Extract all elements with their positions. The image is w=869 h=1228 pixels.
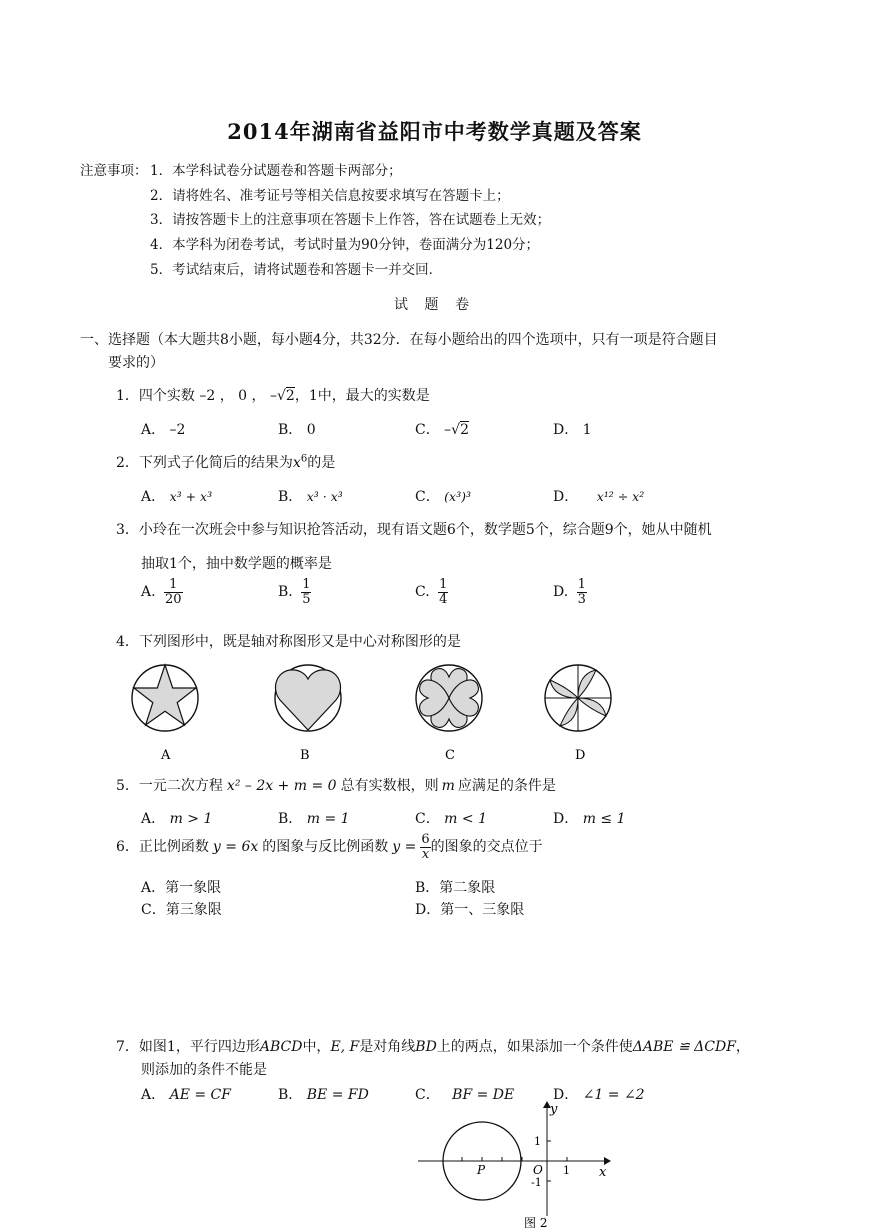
q3-option-a-fraction (164, 578, 183, 606)
q7-abcd: ABCD (259, 1039, 303, 1055)
q1-stem-part-b: ，1中，最大的实数是 (294, 388, 430, 404)
note-item-5: 5．考试结束后，请将试题卷和答题卡一并交回． (150, 262, 443, 278)
q5-stem (116, 775, 556, 795)
q6-option-d: D．第一、三象限 (415, 902, 525, 918)
figure-2-origin-label: O (533, 1163, 543, 1177)
q1-option-a: A． –2 (141, 422, 186, 438)
part1-heading-line2: 要求的） (108, 355, 164, 371)
figure-2-x-label: x (599, 1165, 607, 1180)
q6-eq2-den: x (421, 846, 430, 862)
notes-label: 注意事项： (80, 163, 148, 179)
q3-b-num: 1 (302, 577, 311, 592)
q3-a-den: 20 (165, 591, 182, 607)
q4-stem: 4．下列图形中，既是轴对称图形又是中心对称图形的是 (116, 634, 461, 650)
q7-option-c-label: C． (415, 1087, 440, 1103)
q3-option-c-label: C. (415, 584, 430, 601)
q5-option-a (141, 808, 212, 828)
q7-bd: BD (415, 1039, 437, 1055)
q4-label-a: A (161, 748, 171, 763)
page-title: 2014年湖南省益阳市中考数学真题及答案 (227, 119, 642, 144)
q7-stem-line2: 则添加的条件不能是 (141, 1062, 267, 1078)
q2-option-d-expr: x¹² ÷ x² (596, 489, 645, 504)
q6-equation-1: y = 6x (212, 839, 259, 856)
q5-option-c (415, 808, 487, 828)
q7-ef: E, F (330, 1039, 360, 1055)
q3-a-num: 1 (164, 578, 183, 593)
figure-2-y-tick-neg1: -1 (531, 1176, 542, 1189)
q7-option-a-expr: AE = CF (169, 1087, 231, 1103)
q1-option-c (415, 419, 469, 439)
note-item-2: 2．请将姓名、准考证号等相关信息按要求填写在答题卡上； (150, 188, 510, 204)
q1-stem (116, 385, 430, 405)
q2-option-a-label: A． (141, 489, 166, 505)
q3-option-d-fraction (577, 578, 587, 606)
q5-stem-part-a: 5．一元二次方程 (116, 778, 223, 794)
q3-option-c (415, 578, 448, 606)
q6-stem-part-b: 的图象与反比例函数 (262, 839, 389, 856)
q3-option-c-fraction (438, 578, 448, 606)
q5-option-b (278, 808, 350, 828)
q2-exponent: 6 (300, 453, 308, 465)
q5-option-d-expr: m ≤ 1 (582, 811, 626, 827)
q5-stem-part-b: 总有实数根，则 (340, 778, 439, 794)
q3-option-d (553, 578, 587, 606)
q6-stem (116, 833, 543, 861)
q3-b-den: 5 (302, 591, 311, 607)
q7-option-a (141, 1084, 231, 1104)
q7-stem-line1 (116, 1036, 750, 1056)
q1-sqrt-value: 2 (285, 388, 295, 404)
q5-option-a-expr: m > 1 (169, 811, 213, 827)
q5-option-d-label: D． (553, 811, 579, 827)
figure-2-p-label: P (477, 1163, 486, 1177)
q7-option-c-expr: BF = DE (452, 1087, 515, 1103)
q7-option-b-expr: BE = FD (306, 1087, 369, 1103)
section-heading: 试 题 卷 (394, 297, 475, 313)
q5-var: m (441, 778, 455, 794)
q2-option-b-expr: x³ · x³ (306, 489, 343, 504)
q1-option-c-prefix: C． – (415, 422, 452, 438)
q6-eq2-num: 6 (421, 832, 430, 847)
q3-stem-line2: 抽取1个，抽中数学题的概率是 (141, 556, 332, 572)
q4-label-d: D (575, 748, 586, 763)
note-item-1: 1．本学科试卷分试题卷和答题卡两部分； (150, 163, 402, 179)
figure-2-y-tick-1: 1 (534, 1135, 541, 1148)
q7-option-d-label: D． (553, 1087, 579, 1103)
q3-option-b-label: B. (278, 584, 293, 601)
q5-option-a-label: A． (141, 811, 166, 827)
q7-option-d-expr: ∠1 = ∠2 (582, 1087, 645, 1103)
q3-option-a-label: A. (141, 584, 156, 601)
q5-option-d (553, 808, 626, 828)
q5-option-c-label: C． (415, 811, 440, 827)
q7-text-d: 上的两点，如果添加一个条件使 (436, 1039, 633, 1055)
q6-stem-part-a: 6．正比例函数 (116, 839, 209, 856)
q5-option-c-expr: m < 1 (444, 811, 487, 827)
q2-option-b-label: B． (278, 489, 303, 505)
q2-option-b (278, 486, 343, 506)
q7-text-e: ， (735, 1039, 750, 1055)
q3-c-num: 1 (439, 577, 448, 592)
q1-option-d: D． 1 (553, 422, 592, 438)
q4-label-b: B (300, 748, 310, 763)
q4-figure-a (132, 665, 198, 731)
q3-option-b-fraction (301, 578, 311, 606)
q2-option-c-expr: (x³)³ (444, 489, 471, 504)
q6-equation-2-prefix: y = (392, 839, 417, 856)
q2-option-c-label: C． (415, 489, 440, 505)
q2-option-a (141, 486, 212, 506)
sqrt-icon: √ (451, 422, 461, 438)
q4-figure-d (545, 665, 611, 731)
q5-stem-part-c: 应满足的条件是 (457, 778, 556, 794)
figure-2-caption: 图 2 (524, 1216, 548, 1228)
figure-2-y-label: y (550, 1102, 558, 1117)
q4-figure-c (416, 665, 482, 731)
q3-option-b (278, 578, 311, 606)
q3-option-a (141, 578, 183, 606)
q1-option-b: B． 0 (278, 422, 316, 438)
q7-option-a-label: A． (141, 1087, 166, 1103)
q7-option-b (278, 1084, 369, 1104)
q6-option-b: B．第二象限 (415, 880, 496, 896)
q5-equation: x² – 2x + m = 0 (226, 778, 337, 794)
q4-figure-b (275, 665, 341, 731)
q5-option-b-expr: m = 1 (306, 811, 350, 827)
q7-congruence: ΔABE ≌ ΔCDF (632, 1039, 736, 1055)
q6-option-c: C．第三象限 (141, 902, 222, 918)
figure-2 (410, 1098, 620, 1228)
q6-option-a: A．第一象限 (141, 880, 222, 896)
q3-c-den: 4 (439, 591, 448, 607)
q2-option-a-expr: x³ + x³ (169, 489, 213, 504)
q6-equation-2-fraction (420, 833, 430, 861)
note-item-3: 3．请按答题卡上的注意事项在答题卡上作答，答在试题卷上无效； (150, 212, 551, 228)
q2-stem-part-b: 的是 (307, 455, 336, 471)
q3-option-d-label: D. (553, 584, 569, 601)
q2-stem (116, 452, 335, 472)
q2-option-d (553, 486, 644, 506)
q5-option-b-label: B． (278, 811, 303, 827)
q2-option-c (415, 486, 471, 506)
q7-text-c: 是对角线 (359, 1039, 416, 1055)
note-item-4: 4．本学科为闭卷考试，考试时量为90分钟，卷面满分为120分； (150, 237, 540, 253)
q2-var: x (292, 455, 301, 471)
q6-stem-part-c: 的图象的交点位于 (430, 839, 543, 856)
q1-option-c-sqrt: 2 (460, 422, 470, 438)
q2-option-d-label: D． (553, 489, 579, 505)
part1-heading-line1: 一、选择题（本大题共8小题，每小题4分，共32分．在每小题给出的四个选项中，只有一项是符合题目 (80, 332, 718, 348)
q3-d-num: 1 (577, 577, 586, 592)
q3-stem-line1: 3．小玲在一次班会中参与知识抢答活动，现有语文题6个，数学题5个，综合题9个，她从中随机 (116, 522, 712, 538)
figure-2-x-tick-1: 1 (563, 1164, 570, 1177)
q7-text-a: 7．如图1，平行四边形 (116, 1039, 260, 1055)
q2-stem-part-a: 2．下列式子化简后的结果为 (116, 455, 293, 471)
q3-d-den: 3 (577, 591, 586, 607)
q7-text-b: 中， (302, 1039, 331, 1055)
sqrt-icon: √ (276, 388, 286, 404)
q4-figures (130, 660, 620, 766)
q1-stem-part-a: 1．四个实数 –2 ， 0 ， – (116, 388, 277, 404)
q7-option-b-label: B． (278, 1087, 303, 1103)
q4-label-c: C (445, 748, 455, 763)
